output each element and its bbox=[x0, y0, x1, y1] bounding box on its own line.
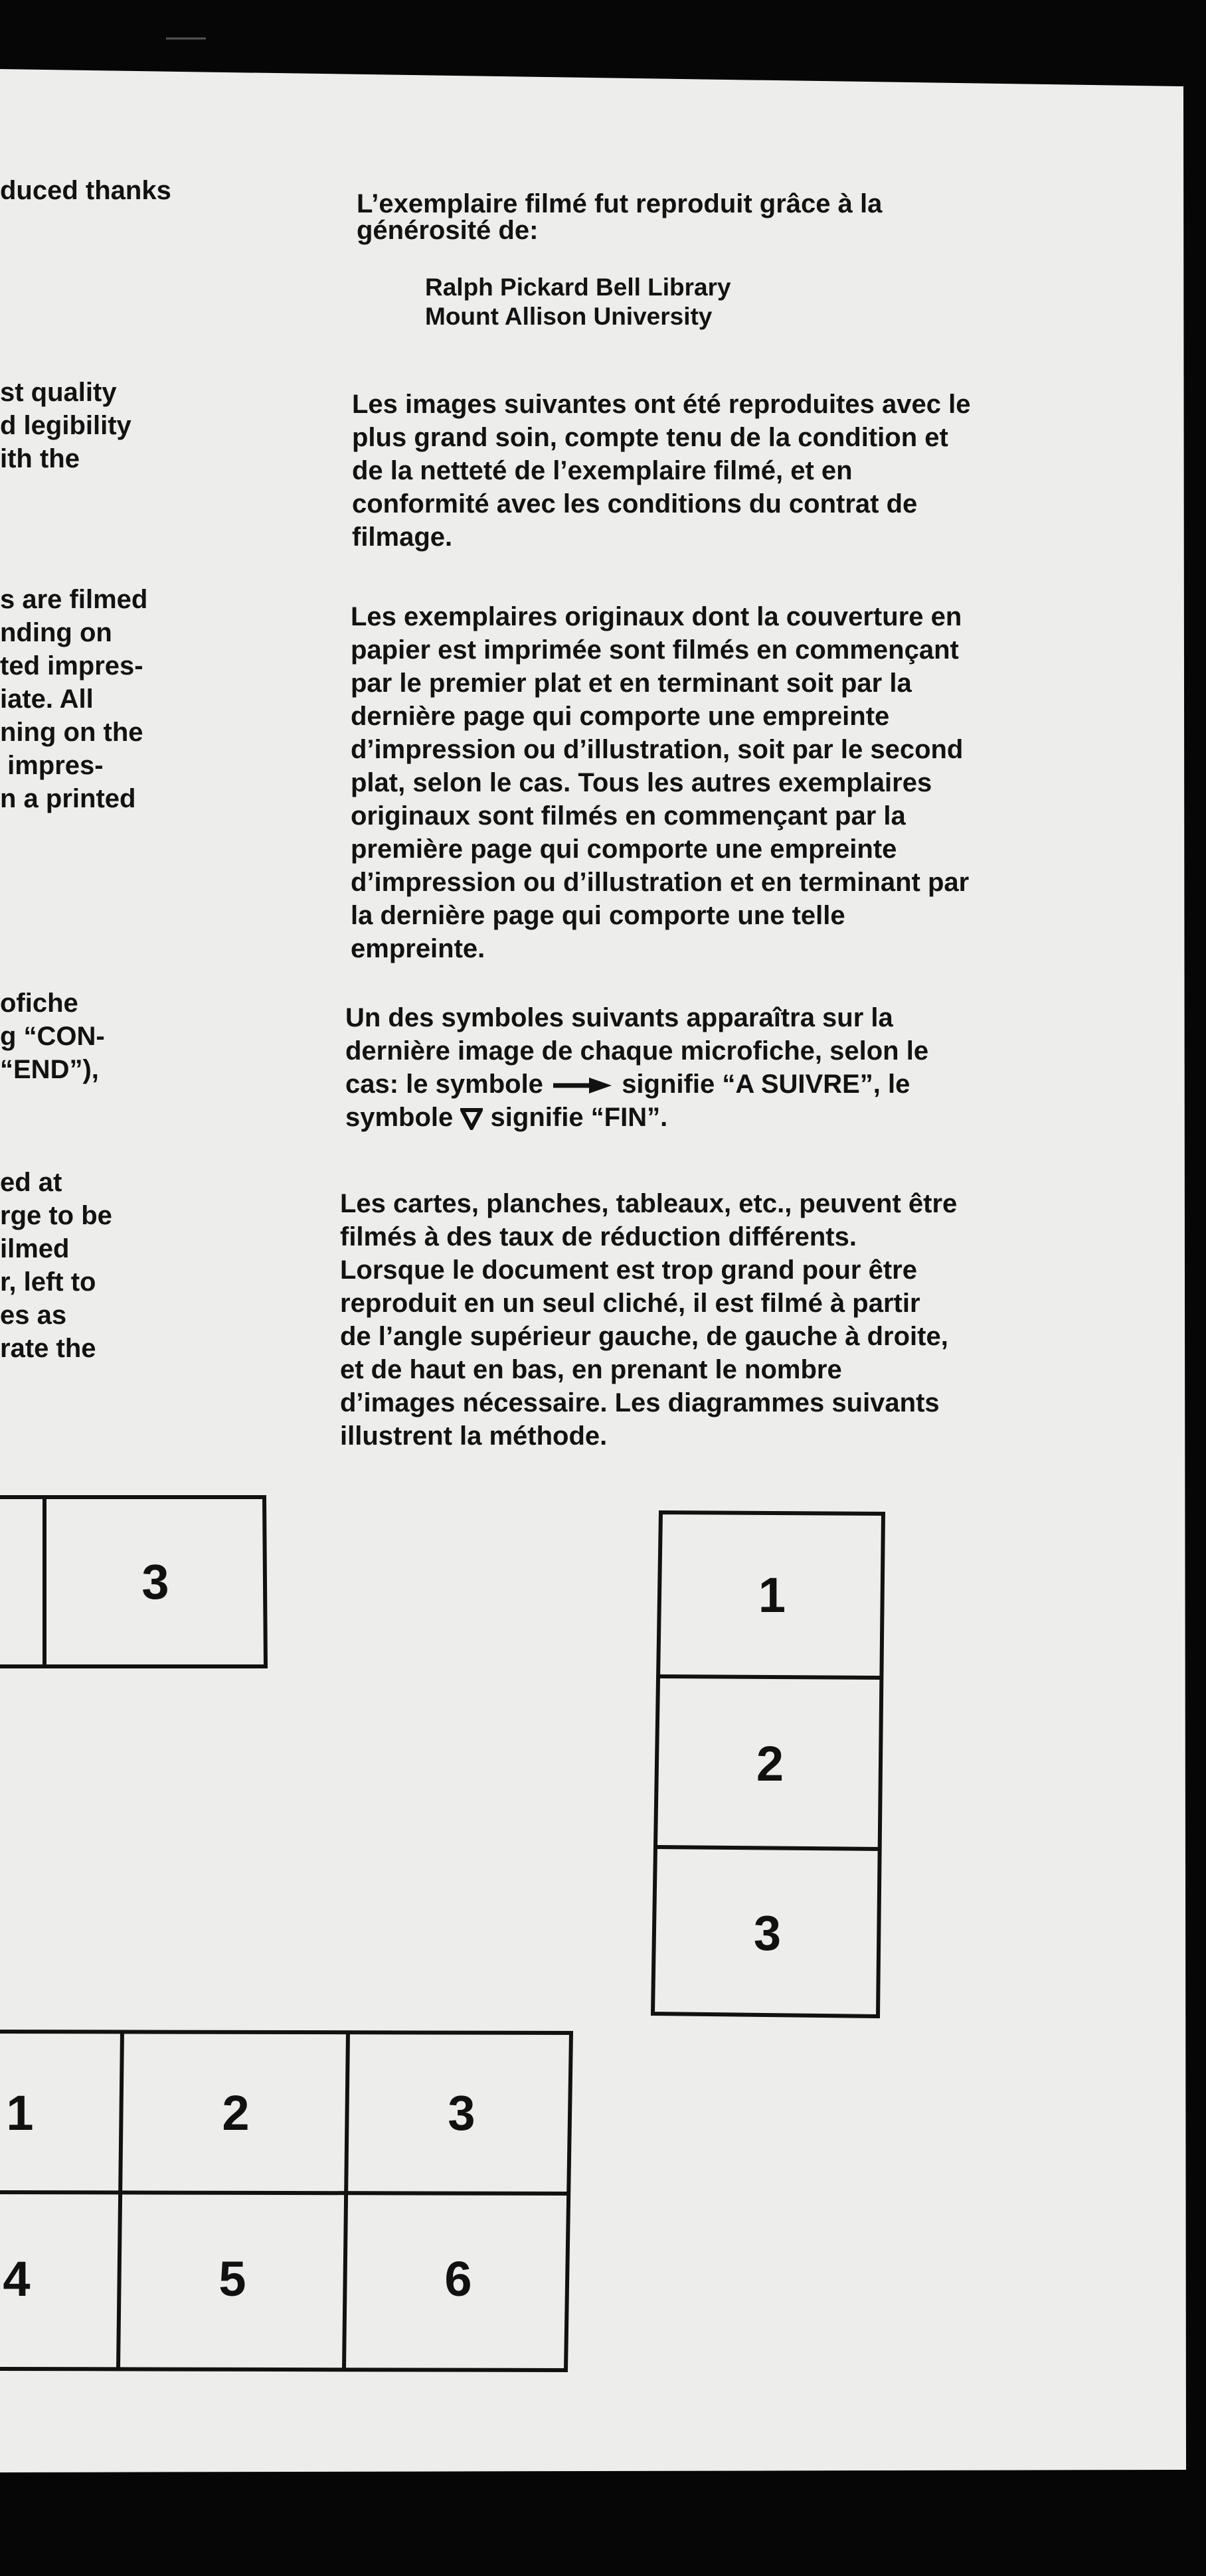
maps-paragraph-line: filmés à des taux de réduction différents. bbox=[340, 1222, 857, 1251]
left-filmed-line: s are filmed bbox=[0, 585, 148, 614]
column-cell-1: 1 bbox=[758, 1568, 786, 1623]
left-microfiche-line: g “CON- bbox=[0, 1022, 105, 1051]
symbols-text: cas: le symbole bbox=[345, 1070, 543, 1099]
left-filmed-line: impres- bbox=[0, 751, 104, 780]
library-name: Ralph Pickard Bell Library bbox=[425, 274, 731, 301]
originals-paragraph-line: la dernière page qui comporte une telle bbox=[351, 901, 845, 930]
inverted-triangle-icon bbox=[460, 1107, 483, 1130]
maps-paragraph-line: Lorsque le document est trop grand pour être bbox=[340, 1255, 917, 1285]
symbols-paragraph-line bbox=[345, 1101, 667, 1134]
grid-cell-6: 6 bbox=[444, 2251, 472, 2306]
originals-paragraph-line: plat, selon le cas. Tous les autres exemplaires bbox=[351, 768, 932, 797]
left-maps-line: r, left to bbox=[0, 1267, 96, 1297]
left-filmed-line: iate. All bbox=[0, 684, 94, 714]
left-thanks-line: duced thanks bbox=[0, 176, 171, 205]
left-microfiche-line: ofiche bbox=[0, 989, 78, 1018]
maps-paragraph-line: d’images nécessaire. Les diagrammes suivants bbox=[340, 1388, 940, 1417]
maps-paragraph-line: et de haut en bas, en prenant le nombre bbox=[340, 1355, 842, 1384]
images-paragraph-line: conformité avec les conditions du contrat de bbox=[352, 489, 918, 519]
left-quality-line: st quality bbox=[0, 378, 117, 407]
originals-paragraph-line: originaux sont filmés en commençant par la bbox=[351, 801, 906, 831]
left-maps-line: rge to be bbox=[0, 1201, 112, 1230]
originals-paragraph-line: Les exemplaires originaux dont la couverture en bbox=[351, 602, 962, 631]
originals-paragraph-line: d’impression ou d’illustration et en terminant par bbox=[351, 868, 970, 897]
symbols-paragraph-line: Un des symboles suivants apparaîtra sur la bbox=[345, 1003, 893, 1032]
right-arrow-icon bbox=[551, 1076, 614, 1095]
images-paragraph-line: plus grand soin, compte tenu de la condition et bbox=[352, 423, 948, 452]
maps-paragraph-line: de l’angle supérieur gauche, de gauche à droite, bbox=[340, 1322, 948, 1351]
left-maps-line: es as bbox=[0, 1301, 67, 1330]
images-paragraph-line: Les images suivantes ont été reproduites avec le bbox=[352, 390, 971, 419]
symbols-text: symbole bbox=[345, 1103, 454, 1132]
maps-paragraph-line: illustrent la méthode. bbox=[340, 1421, 608, 1451]
left-filmed-line: ted impres- bbox=[0, 651, 143, 681]
left-maps-line: ilmed bbox=[0, 1234, 70, 1263]
originals-paragraph-line: première page qui comporte une empreinte bbox=[351, 835, 897, 864]
maps-paragraph-line: reproduit en un seul cliché, il est filmé à partir bbox=[340, 1289, 920, 1318]
originals-paragraph-line: papier est imprimée sont filmés en commençant bbox=[351, 635, 959, 665]
university-name: Mount Allison University bbox=[425, 303, 713, 330]
originals-paragraph-line: par le premier plat et en terminant soit par la bbox=[351, 669, 912, 698]
column-cell-3: 3 bbox=[753, 1905, 782, 1961]
grid-cell-2: 2 bbox=[222, 2085, 250, 2140]
grid-cell-4: 4 bbox=[3, 2251, 31, 2306]
column-cell-2: 2 bbox=[756, 1735, 784, 1791]
intro-line: L’exemplaire filmé fut reproduit grâce à la bbox=[357, 189, 883, 218]
intro-line: générosité de: bbox=[357, 216, 539, 245]
originals-paragraph-line: empreinte. bbox=[351, 934, 485, 963]
symbols-text: signifie “FIN”. bbox=[490, 1103, 668, 1132]
grid-cell-1: 1 bbox=[6, 2085, 34, 2140]
originals-paragraph-line: dernière page qui comporte une empreinte bbox=[351, 702, 890, 731]
originals-paragraph-line: d’impression ou d’illustration, soit par le second bbox=[351, 735, 964, 764]
grid-cell-3: 3 bbox=[448, 2085, 475, 2140]
left-microfiche-line: “END”), bbox=[0, 1055, 99, 1084]
images-paragraph-line: de la netteté de l’exemplaire filmé, et en bbox=[352, 456, 853, 485]
images-paragraph-line: filmage. bbox=[352, 523, 453, 552]
symbols-paragraph-line bbox=[345, 1068, 910, 1101]
left-quality-line: ith the bbox=[0, 444, 80, 473]
left-quality-line: d legibility bbox=[0, 411, 131, 440]
row-cell-3: 3 bbox=[141, 1554, 169, 1609]
maps-paragraph-line: Les cartes, planches, tableaux, etc., peuvent être bbox=[340, 1189, 958, 1218]
left-maps-line: ed at bbox=[0, 1168, 62, 1197]
left-filmed-line: ning on the bbox=[0, 718, 143, 747]
left-filmed-line: n a printed bbox=[0, 784, 136, 813]
symbols-text: signifie “A SUIVRE”, le bbox=[622, 1070, 910, 1099]
symbols-paragraph-line: dernière image de chaque microfiche, selon le bbox=[345, 1036, 929, 1066]
grid-cell-5: 5 bbox=[218, 2251, 246, 2306]
left-filmed-line: nding on bbox=[0, 618, 112, 647]
left-maps-line: rate the bbox=[0, 1334, 96, 1363]
